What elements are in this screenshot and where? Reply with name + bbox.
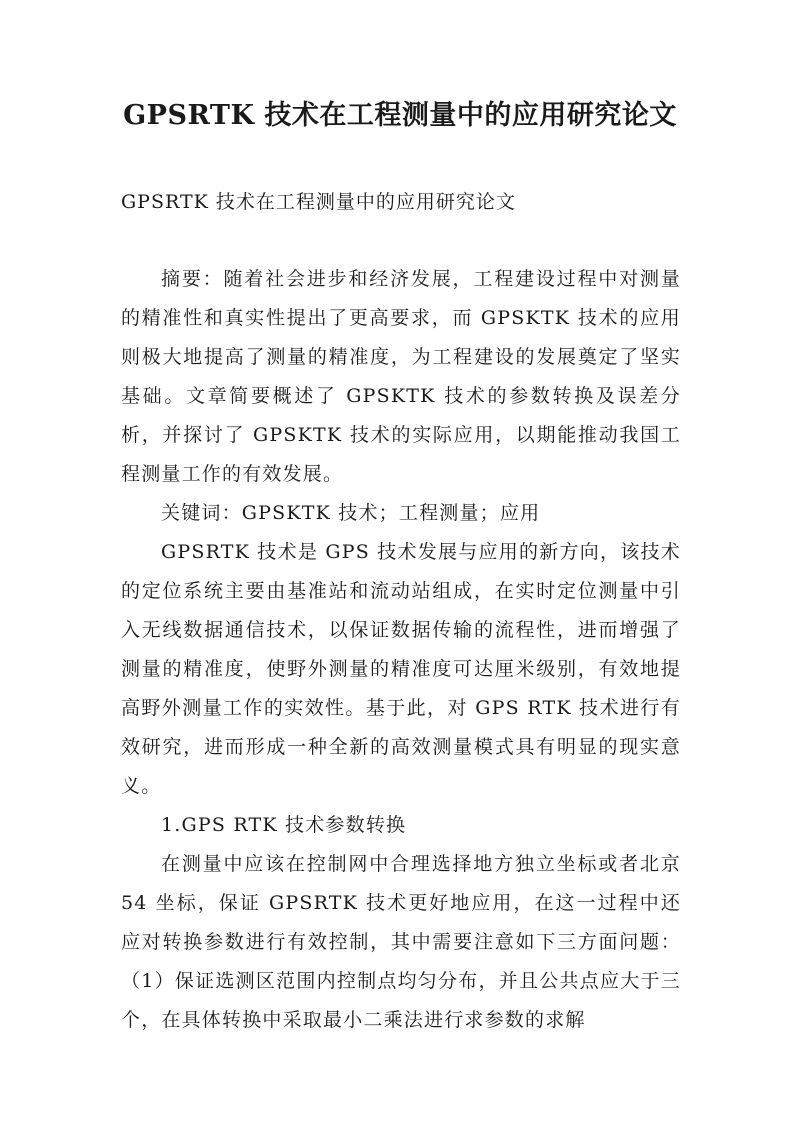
document-body — [121, 260, 681, 1040]
abstract-paragraph: 摘要：随着社会进步和经济发展，工程建设过程中对测量的精准性和真实性提出了更高要求，而 GPSKTK 技术的应用则极大地提高了测量的精准度，为工程建设的发展奠定了坚实基础。文章简要概述了 GPSKTK 技术的参数转换及误差分析，并探讨了 GPSKTK 技术的实际应用，以期能推动我国工程测量工作的有效发展。 — [121, 268, 681, 485]
intro-paragraph: GPSRTK 技术是 GPS 技术发展与应用的新方向，该技术的定位系统主要由基准站和流动站组成，在实时定位测量中引入无线数据通信技术，以保证数据传输的流程性，进而增强了测量的精准度，使野外测量的精准度可达厘米级别，有效地提高野外测量工作的实效性。基于此，对 GPS RTK 技术进行有效研究，进而形成一种全新的高效测量模式具有明显的现实意义。 — [121, 541, 681, 797]
document-title: GPSRTK 技术在工程测量中的应用研究论文 — [123, 100, 677, 131]
section-1-heading: 1.GPS RTK 技术参数转换 — [161, 814, 407, 836]
section-1-paragraph: 在测量中应该在控制网中合理选择地方独立坐标或者北京 54 坐标，保证 GPSRTK 技术更好地应用，在这一过程中还应对转换参数进行有效控制，其中需要注意如下三方面问题：（1）保证选测区范围内控制点均匀分布，并且公共点应大于三个，在具体转换中采取最小二乘法进行求参数的求解 — [121, 853, 681, 1031]
document-subtitle: GPSRTK 技术在工程测量中的应用研究论文 — [121, 191, 516, 213]
keywords-line: 关键词：GPSKTK 技术；工程测量；应用 — [161, 502, 541, 524]
